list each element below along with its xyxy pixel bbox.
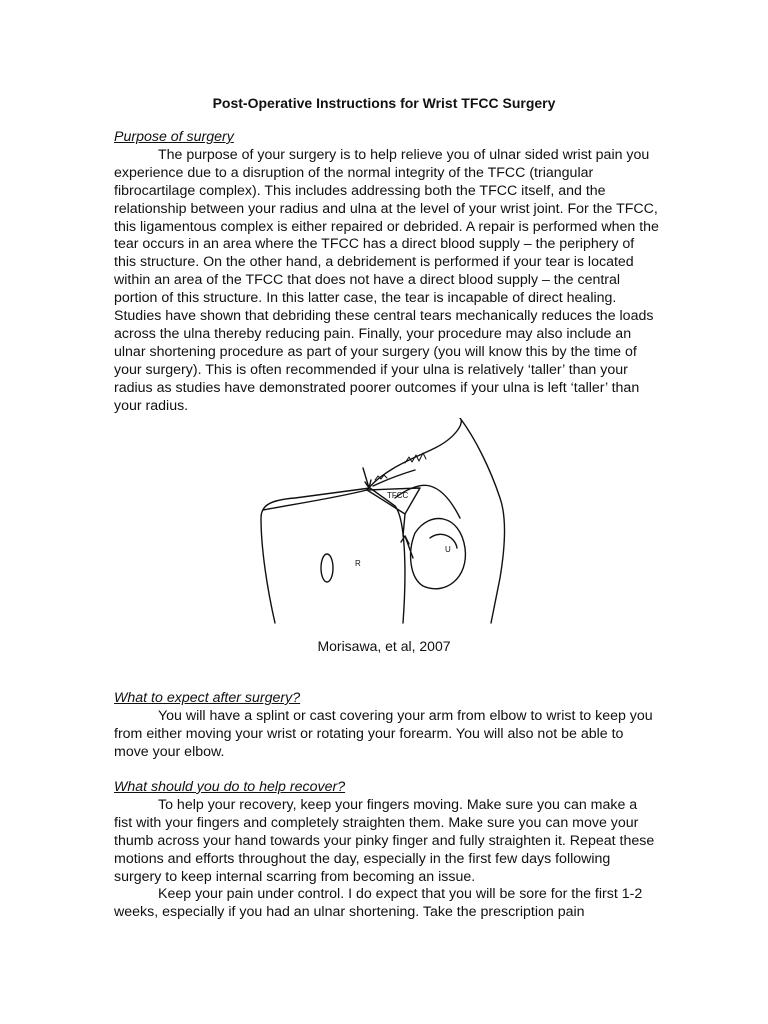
- tfcc-label: TFCC: [387, 491, 409, 500]
- section-recover: [114, 779, 659, 922]
- page-title: Post-Operative Instructions for Wrist TFCC Surgery: [212, 95, 556, 111]
- section-purpose: [114, 129, 659, 416]
- paragraph-recover-2: Keep your pain under control. I do expect that you will be sore for the first 1-2 weeks, especially if you had an ulnar shortening. Take the prescription pain: [114, 886, 643, 921]
- section-heading-expect: What to expect after surgery?: [114, 690, 301, 706]
- paragraph-expect: You will have a splint or cast covering your arm from elbow to wrist to keep you from either moving your wrist or rotating your forearm. You will also not be able to move your elbow.: [114, 707, 653, 760]
- section-heading-purpose: Purpose of surgery: [114, 129, 234, 145]
- paragraph-purpose: The purpose of your surgery is to help relieve you of ulnar sided wrist pain you experience due to a disruption of the normal integrity of the TFCC (triangular fibrocartilage complex). This includes addressing both the TFCC itself, and the relationship between your radius and ulna at the level of your wrist joint. For the TFCC, this ligamentous complex is either repaired or debrided. A repair is performed when the tear occurs in an area where the TFCC has a direct blood supply – the periphery of this structure. On the other hand, a debridement is performed if your tear is located within an area of the TFCC that does not have a direct blood supply – the central portion of this structure. In this latter case, the tear is incapable of direct healing. Studies have shown that debriding these central tears mechanically reduces the loads across the ulna thereby reducing pain. Finally, your procedure may also include an ulnar shortening procedure as part of your surgery (you will know this by the time of your surgery). This is often recommended if your ulna is relatively ‘taller’ than your radius as studies have demonstrated poorer outcomes if your ulna is left ‘taller’ than your radius.: [114, 146, 659, 414]
- wrist-tfcc-diagram: [255, 418, 515, 628]
- figure-caption: Morisawa, et al, 2007: [317, 638, 451, 654]
- section-heading-recover: What should you do to help recover?: [114, 779, 346, 795]
- ulna-label: U: [445, 545, 451, 554]
- section-expect: [114, 690, 659, 762]
- paragraph-recover-1: To help your recovery, keep your fingers moving. Make sure you can make a fist with your fingers and completely straighten them. Make sure you can move your thumb across your hand towards your pinky finger and fully straighten it. Repeat these motions and efforts throughout the day, especially in the first few days following surgery to keep internal scarring from becoming an issue.: [114, 796, 655, 885]
- radius-label: R: [355, 559, 361, 568]
